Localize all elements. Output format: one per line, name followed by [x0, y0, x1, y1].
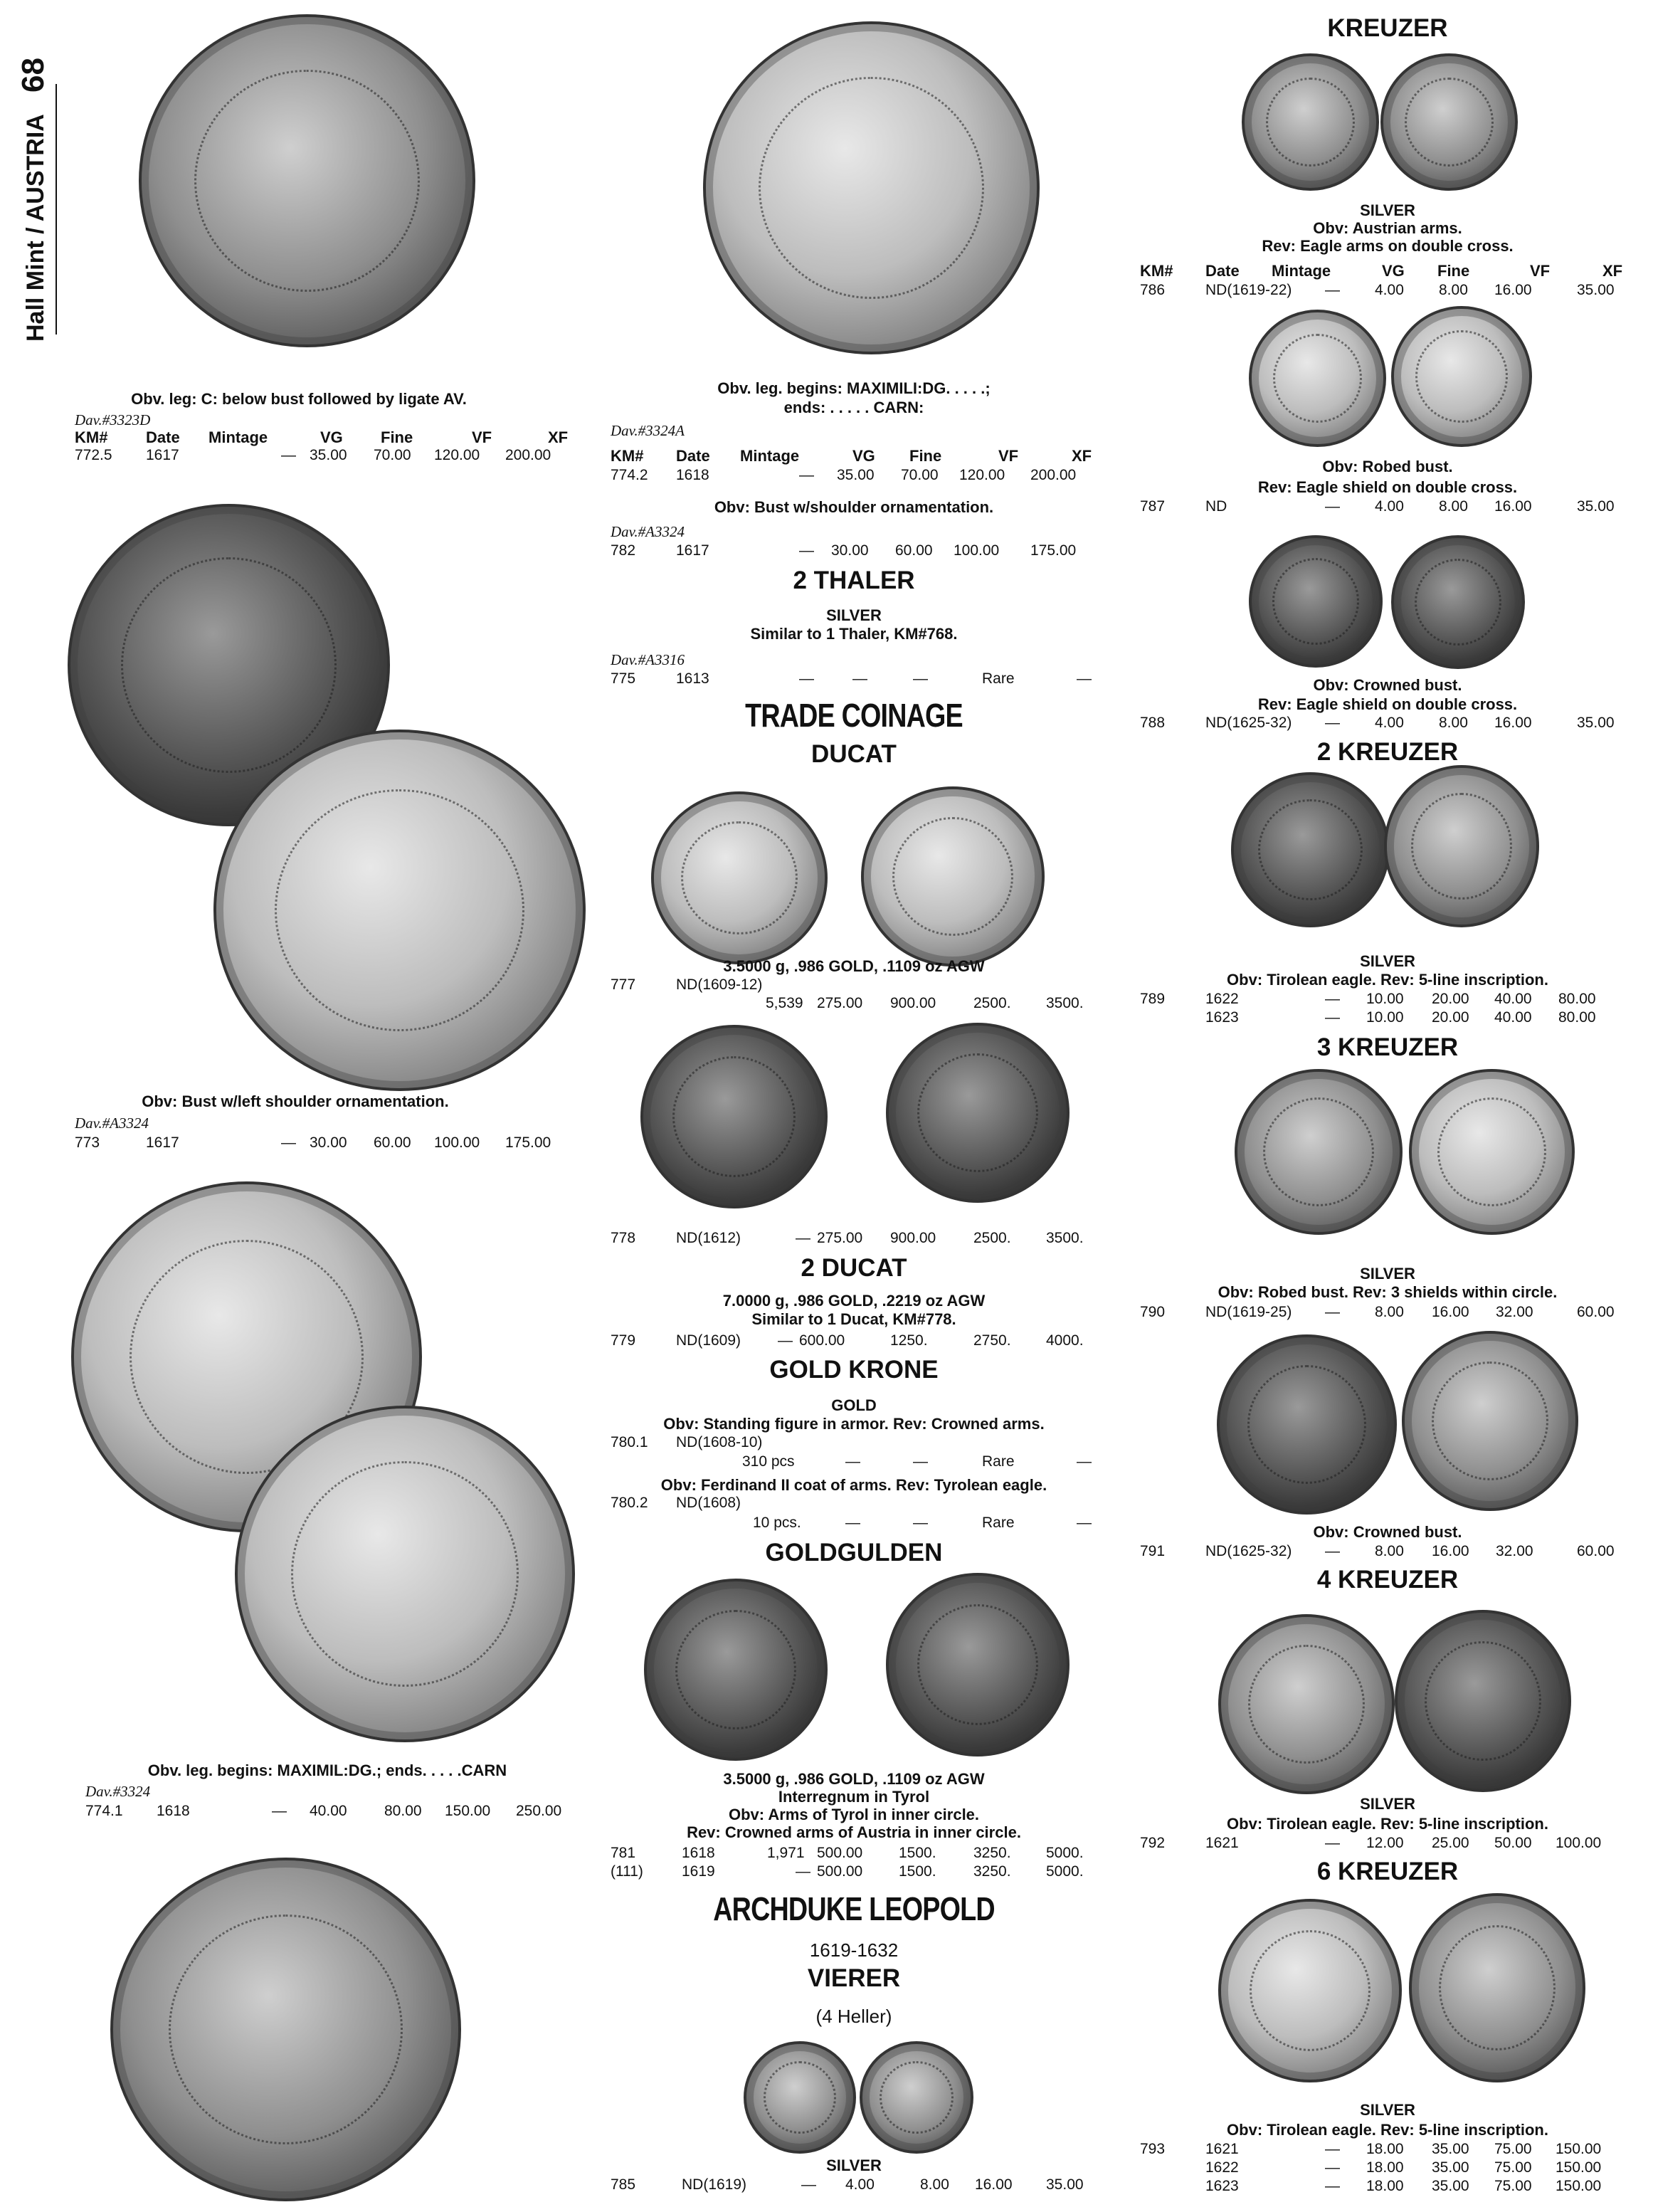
desc-781-line3: Rev: Crowned arms of Austria in inner circle.	[687, 1823, 1021, 1841]
table-row: 1622 — 18.00 35.00 75.00 150.00	[1205, 2159, 1602, 2176]
table-row: 778 ND(1612) — 275.00 900.00 2500. 3500.	[611, 1230, 1084, 1246]
caption-774-1: Obv. leg. begins: MAXIMIL:DG.; ends. . . . .CARN	[147, 1761, 507, 1779]
desc-793: Obv: Tirolean eagle. Rev: 5-line inscription.	[1227, 2121, 1548, 2139]
coin-image-792-reverse	[1395, 1610, 1571, 1792]
heading-gold-krone: GOLD KRONE	[769, 1356, 939, 1384]
table-row: 785 ND(1619) — 4.00 8.00 16.00 35.00	[611, 2176, 1084, 2193]
coin-image-777-obverse	[651, 791, 828, 964]
table-row: 774.2 1618 — 35.00 70.00 120.00 200.00	[611, 467, 1077, 483]
heading-goldgulden: GOLDGULDEN	[765, 1539, 943, 1566]
heading-ducat: DUCAT	[811, 740, 897, 768]
table-row: 1623 — 18.00 35.00 75.00 150.00	[1205, 2178, 1602, 2194]
table-row: 789 1622 — 10.00 20.00 40.00 80.00	[1140, 991, 1596, 1007]
metal-790: SILVER	[1360, 1265, 1415, 1283]
table-row: 774.1 1618 — 40.00 80.00 150.00 250.00	[85, 1803, 562, 1819]
metal-789: SILVER	[1360, 952, 1415, 970]
coin-image-789-obverse	[1231, 772, 1390, 927]
coin-image-787-reverse	[1391, 306, 1532, 447]
desc-780-2: Obv: Ferdinand II coat of arms. Rev: Tyrolean eagle.	[660, 1476, 1047, 1494]
table-row: 782 1617 — 30.00 60.00 100.00 175.00	[611, 542, 1077, 559]
obv-788: Obv: Crowned bust.	[1313, 676, 1462, 694]
table-row: 775 1613 — — — Rare —	[611, 670, 1092, 687]
heading-2-kreuzer: 2 KREUZER	[1316, 738, 1459, 766]
table-row: 780.1 ND(1608-10)	[611, 1434, 763, 1450]
page-number: 68	[16, 58, 51, 93]
desc-2-thaler: Similar to 1 Thaler, KM#768.	[750, 625, 958, 643]
table-row: 781 1618 1,971 500.00 1500. 3250. 5000.	[611, 1845, 1084, 1861]
table-header: KM# Date Mintage VG Fine VF XF	[1140, 262, 1623, 280]
coin-image-785-reverse	[860, 2041, 973, 2154]
coin-image-774-1-reverse	[235, 1406, 575, 1742]
table-row: 793 1621 — 18.00 35.00 75.00 150.00	[1140, 2141, 1602, 2157]
table-header: KM# Date Mintage VG Fine VF XF	[611, 447, 1092, 465]
reign-years: 1619-1632	[809, 1939, 899, 1961]
coin-image-772-5	[139, 14, 475, 347]
rev-788: Rev: Eagle shield on double cross.	[1257, 695, 1518, 713]
table-row: 792 1621 — 12.00 25.00 50.00 100.00	[1140, 1835, 1602, 1851]
coin-image-786-reverse	[1380, 53, 1518, 191]
table-row: (111) 1619 — 500.00 1500. 3250. 5000.	[611, 1863, 1084, 1880]
metal-785: SILVER	[826, 2156, 882, 2174]
coin-image-791-reverse	[1402, 1331, 1578, 1511]
table-row: 772.5 1617 — 35.00 70.00 120.00 200.00	[75, 447, 551, 463]
table-header: KM# Date Mintage VG Fine VF XF	[75, 428, 569, 446]
heading-kreuzer: KREUZER	[1327, 14, 1448, 42]
desc-792: Obv: Tirolean eagle. Rev: 5-line inscription.	[1227, 1815, 1548, 1833]
coin-image-781-obverse	[644, 1579, 828, 1761]
coin-image-778-reverse	[886, 1023, 1070, 1203]
table-row: 310 pcs — — Rare —	[742, 1453, 1092, 1470]
metal-793: SILVER	[1360, 2101, 1415, 2119]
coin-image-790-reverse	[1409, 1069, 1575, 1235]
table-row: 788 ND(1625-32) — 4.00 8.00 16.00 35.00	[1140, 715, 1615, 731]
coin-image-793-reverse	[1409, 1893, 1585, 2082]
coin-image-787-obverse	[1249, 310, 1386, 447]
caption-772-5: Obv. leg: C: below bust followed by ligate AV.	[131, 390, 467, 408]
coin-image-793-obverse	[1218, 1899, 1402, 2082]
metal-krone: GOLD	[831, 1396, 877, 1414]
coin-image-786-obverse	[1242, 53, 1379, 191]
coin-image-778-obverse	[640, 1025, 828, 1208]
spec-779: 7.0000 g, .986 GOLD, .2219 oz AGW	[722, 1292, 986, 1310]
caption-774-2-line2: ends: . . . . . CARN:	[783, 399, 924, 416]
heading-3-kreuzer: 3 KREUZER	[1316, 1033, 1459, 1061]
dav-782: Dav.#A3324	[611, 523, 685, 540]
desc-780-1: Obv: Standing figure in armor. Rev: Crowned arms.	[663, 1415, 1045, 1433]
dav-772-5: Dav.#3323D	[75, 411, 151, 428]
coin-image-789-reverse	[1384, 765, 1539, 927]
heading-archduke-leopold: ARCHDUKE LEOPOLD	[713, 1890, 995, 1927]
coin-image-777-reverse	[861, 786, 1045, 967]
dav-774-2: Dav.#3324A	[611, 422, 685, 439]
heading-2-ducat: 2 DUCAT	[801, 1254, 907, 1282]
heading-vierer: VIERER	[807, 1964, 901, 1992]
desc-781-line1: Interregnum in Tyrol	[778, 1788, 930, 1806]
coin-image-791-obverse	[1217, 1334, 1397, 1515]
page-header-vertical	[16, 7, 58, 342]
table-row: 5,539 275.00 900.00 2500. 3500.	[766, 995, 1084, 1011]
table-row: 791 ND(1625-32) — 8.00 16.00 32.00 60.00	[1140, 1543, 1615, 1559]
heading-2-thaler: 2 THALER	[793, 567, 915, 594]
coin-image-785-obverse	[744, 2041, 856, 2154]
metal-2-thaler: SILVER	[826, 606, 882, 624]
caption-774-2-line1: Obv. leg. begins: MAXIMILI:DG. . . . .;	[717, 379, 991, 397]
table-row: 779 ND(1609) — 600.00 1250. 2750. 4000.	[611, 1332, 1084, 1349]
spec-781: 3.5000 g, .986 GOLD, .1109 oz AGW	[723, 1770, 985, 1788]
table-row: 786 ND(1619-22) — 4.00 8.00 16.00 35.00	[1140, 282, 1615, 298]
table-row: 780.2 ND(1608)	[611, 1495, 741, 1511]
coin-image-774-2	[703, 21, 1040, 354]
heading-4-kreuzer: 4 KREUZER	[1316, 1566, 1459, 1594]
metal-786: SILVER	[1360, 201, 1415, 219]
rev-786: Rev: Eagle arms on double cross.	[1262, 237, 1514, 255]
dav-773: Dav.#A3324	[75, 1115, 149, 1132]
coin-image-788-obverse	[1249, 535, 1383, 668]
table-row: 1623 — 10.00 20.00 40.00 80.00	[1205, 1009, 1596, 1026]
heading-trade-coinage: TRADE COINAGE	[745, 697, 963, 734]
table-row: 790 ND(1619-25) — 8.00 16.00 32.00 60.00	[1140, 1304, 1615, 1320]
metal-792: SILVER	[1360, 1795, 1415, 1813]
sidebar-rule	[56, 84, 57, 335]
coin-image-790-obverse	[1235, 1069, 1403, 1235]
desc-781-line2: Obv: Arms of Tyrol in inner circle.	[728, 1806, 980, 1823]
table-row: 777 ND(1609-12)	[611, 976, 763, 993]
coin-image-781-reverse	[886, 1573, 1070, 1757]
heading-6-kreuzer: 6 KREUZER	[1316, 1858, 1459, 1885]
table-row: 10 pcs. — — Rare —	[753, 1515, 1092, 1531]
dav-774-1: Dav.#3324	[85, 1783, 151, 1800]
desc-791: Obv: Crowned bust.	[1313, 1523, 1462, 1541]
dav-775: Dav.#A3316	[611, 651, 685, 668]
vierer-subtitle: (4 Heller)	[815, 2006, 892, 2027]
rev-787: Rev: Eagle shield on double cross.	[1257, 478, 1518, 496]
table-row: 773 1617 — 30.00 60.00 100.00 175.00	[75, 1134, 551, 1151]
coin-image-788-reverse	[1391, 535, 1525, 669]
coin-image-773-reverse	[213, 730, 586, 1091]
obv-786: Obv: Austrian arms.	[1313, 219, 1462, 237]
obv-787: Obv: Robed bust.	[1322, 458, 1453, 475]
section-label: Hall Mint / AUSTRIA	[22, 115, 49, 342]
table-row: 787 ND — 4.00 8.00 16.00 35.00	[1140, 498, 1615, 515]
desc-790: Obv: Robed bust. Rev: 3 shields within circle.	[1218, 1283, 1558, 1301]
desc-779: Similar to 1 Ducat, KM#778.	[751, 1310, 956, 1328]
coin-image-792-obverse	[1218, 1614, 1395, 1794]
coin-image-bust-1618	[110, 1858, 461, 2201]
caption-782: Obv: Bust w/shoulder ornamentation.	[714, 498, 994, 516]
desc-789: Obv: Tirolean eagle. Rev: 5-line inscription.	[1227, 971, 1548, 989]
caption-773: Obv: Bust w/left shoulder ornamentation.	[142, 1092, 449, 1110]
spec-777: 3.5000 g, .986 GOLD, .1109 oz AGW	[723, 957, 985, 975]
